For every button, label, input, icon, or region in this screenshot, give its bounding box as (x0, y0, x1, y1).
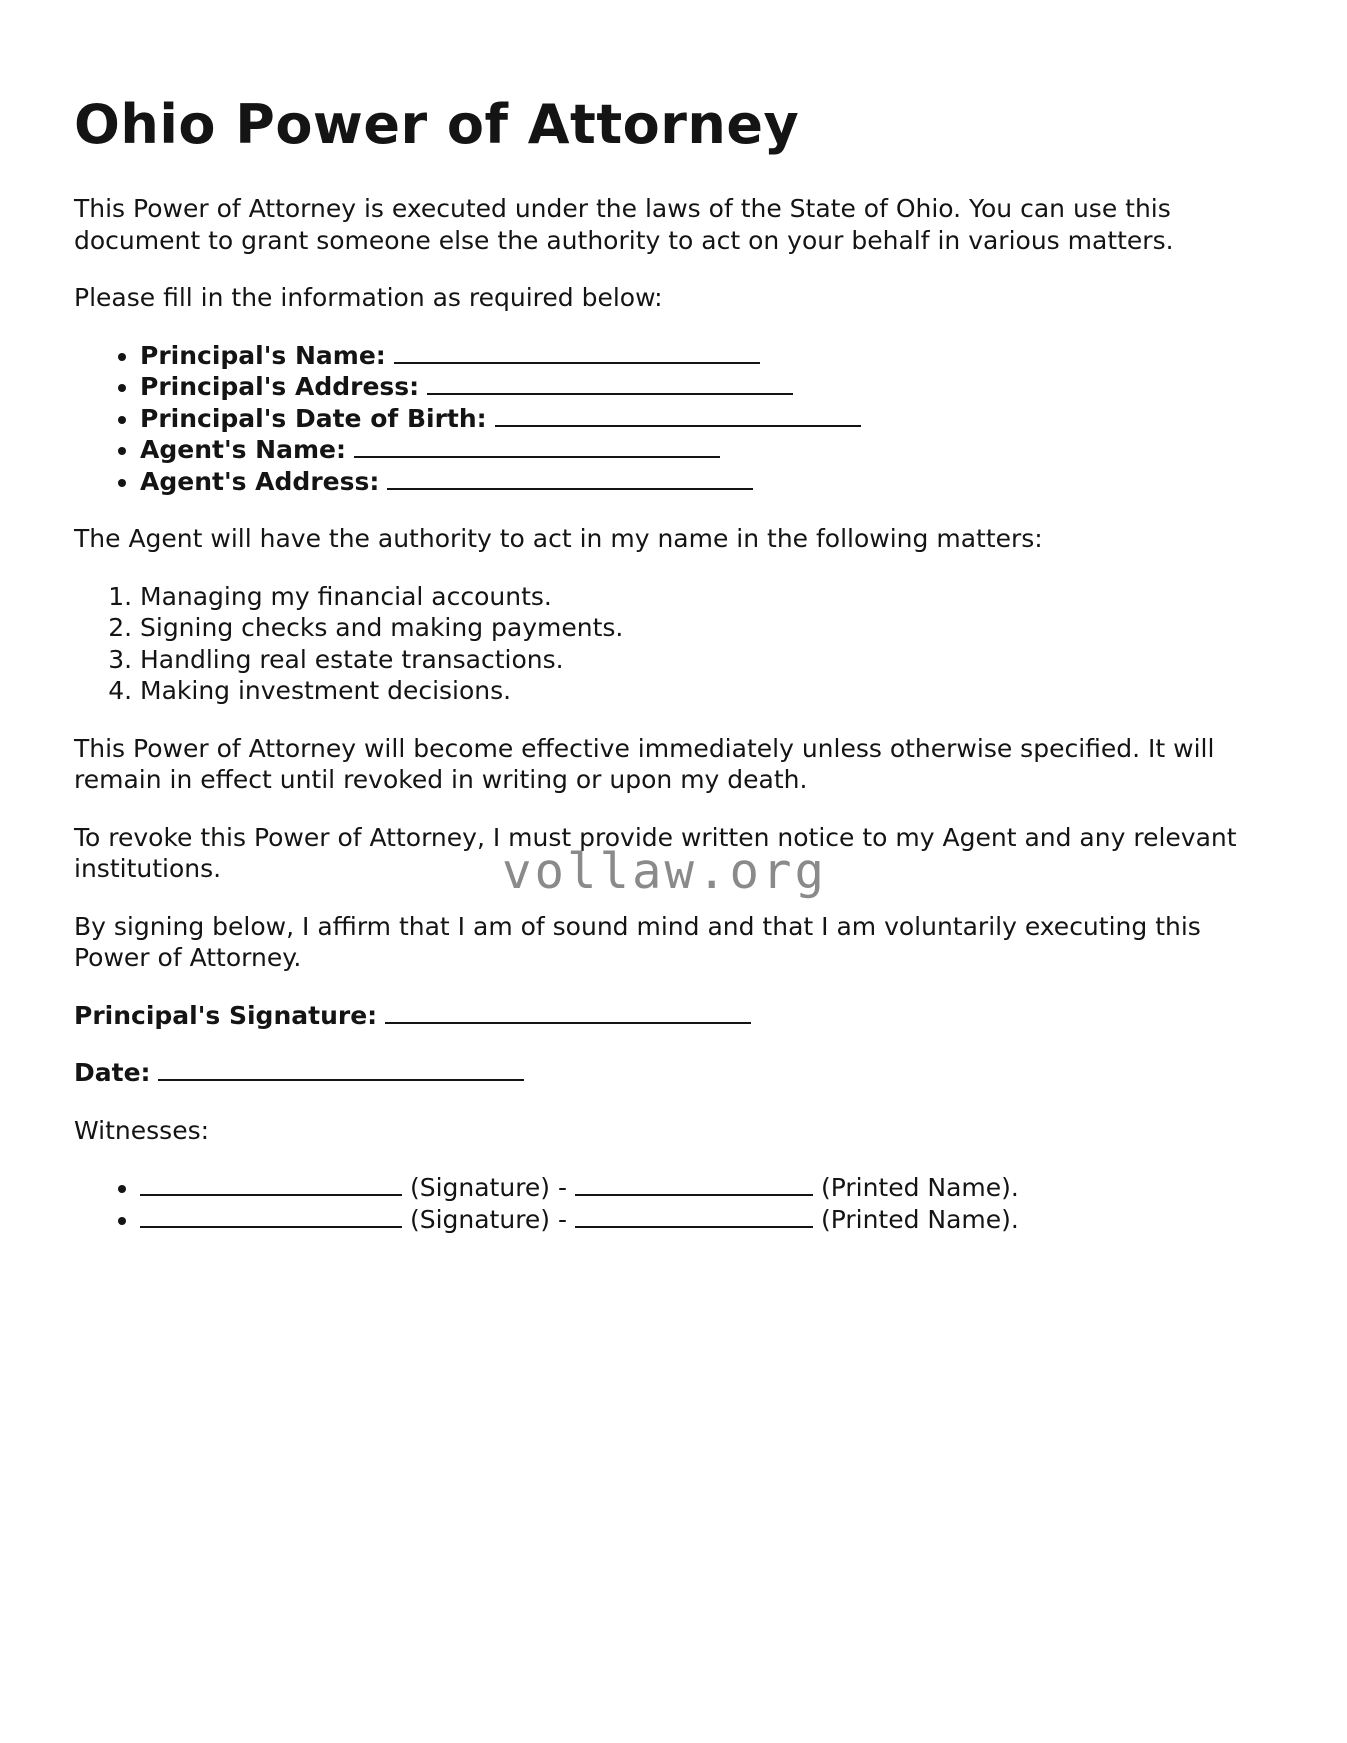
witness-signature-blank[interactable] (140, 1204, 402, 1228)
matter-item: 2. Signing checks and making payments. (140, 612, 1284, 644)
field-principal-name (140, 340, 1284, 372)
matter-item: 3. Handling real estate transactions. (140, 644, 1284, 676)
witness-signature-text: (Signature) - (409, 1204, 568, 1234)
authority-intro: The Agent will have the authority to act in my name in the following matters: (74, 524, 1043, 553)
witnesses-list (74, 1172, 1284, 1235)
field-principal-dob (140, 403, 1284, 435)
field-agent-name (140, 434, 1284, 466)
date-label: Date: (74, 1058, 151, 1087)
intro-paragraph: This Power of Attorney is executed under the laws of the State of Ohio. You can use this document to grant someone else the authority to act on your behalf in various matters. (74, 194, 1174, 255)
witness-item (140, 1172, 1284, 1204)
signature-label: Principal's Signature: (74, 1000, 378, 1030)
field-principal-address (140, 371, 1284, 403)
matter-item: 1. Managing my financial accounts. (140, 581, 1284, 613)
matter-item: 4. Making investment decisions. (140, 675, 1284, 707)
field-label: Agent's Name: (140, 435, 346, 464)
witnesses-label: Witnesses: (74, 1115, 210, 1145)
witness-printed-text: (Printed Name). (820, 1204, 1019, 1234)
field-label: Principal's Date of Birth: (140, 403, 487, 433)
matters-list (74, 581, 1284, 707)
date-blank[interactable] (158, 1057, 524, 1081)
affirm-paragraph: By signing below, I affirm that I am of sound mind and that I am voluntarily executing this Power of Attorney. (74, 911, 1201, 972)
date-line (74, 1057, 1284, 1089)
agent-name-blank[interactable] (354, 434, 720, 458)
principal-agent-fields (74, 340, 1284, 498)
revoke-paragraph: To revoke this Power of Attorney, I must provide written notice to my Agent and any relevant institutions. (74, 822, 1237, 883)
witness-signature-blank[interactable] (140, 1172, 402, 1196)
principal-name-blank[interactable] (394, 340, 760, 364)
field-agent-address (140, 466, 1284, 498)
witness-item (140, 1204, 1284, 1236)
principal-signature-blank[interactable] (385, 1000, 751, 1024)
witness-printed-name-blank[interactable] (575, 1204, 813, 1228)
watermark: vollaw.org (502, 843, 828, 900)
principal-signature-line (74, 1000, 1284, 1032)
field-label: Principal's Name: (140, 340, 386, 370)
field-label: Principal's Address: (140, 372, 420, 401)
principal-address-blank[interactable] (427, 371, 793, 395)
document-page (74, 90, 1284, 1235)
document-title: Ohio Power of Attorney (74, 93, 800, 156)
principal-dob-blank[interactable] (495, 403, 861, 427)
witness-printed-text: (Printed Name). (820, 1173, 1019, 1202)
effective-paragraph: This Power of Attorney will become effective immediately unless otherwise specified. It will remain in effect until revoked in writing or upon my death. (74, 733, 1215, 794)
agent-address-blank[interactable] (387, 466, 753, 490)
fill-prompt: Please fill in the information as required below: (74, 283, 663, 312)
witness-signature-text: (Signature) - (409, 1173, 568, 1202)
field-label: Agent's Address: (140, 466, 380, 496)
witness-printed-name-blank[interactable] (575, 1172, 813, 1196)
